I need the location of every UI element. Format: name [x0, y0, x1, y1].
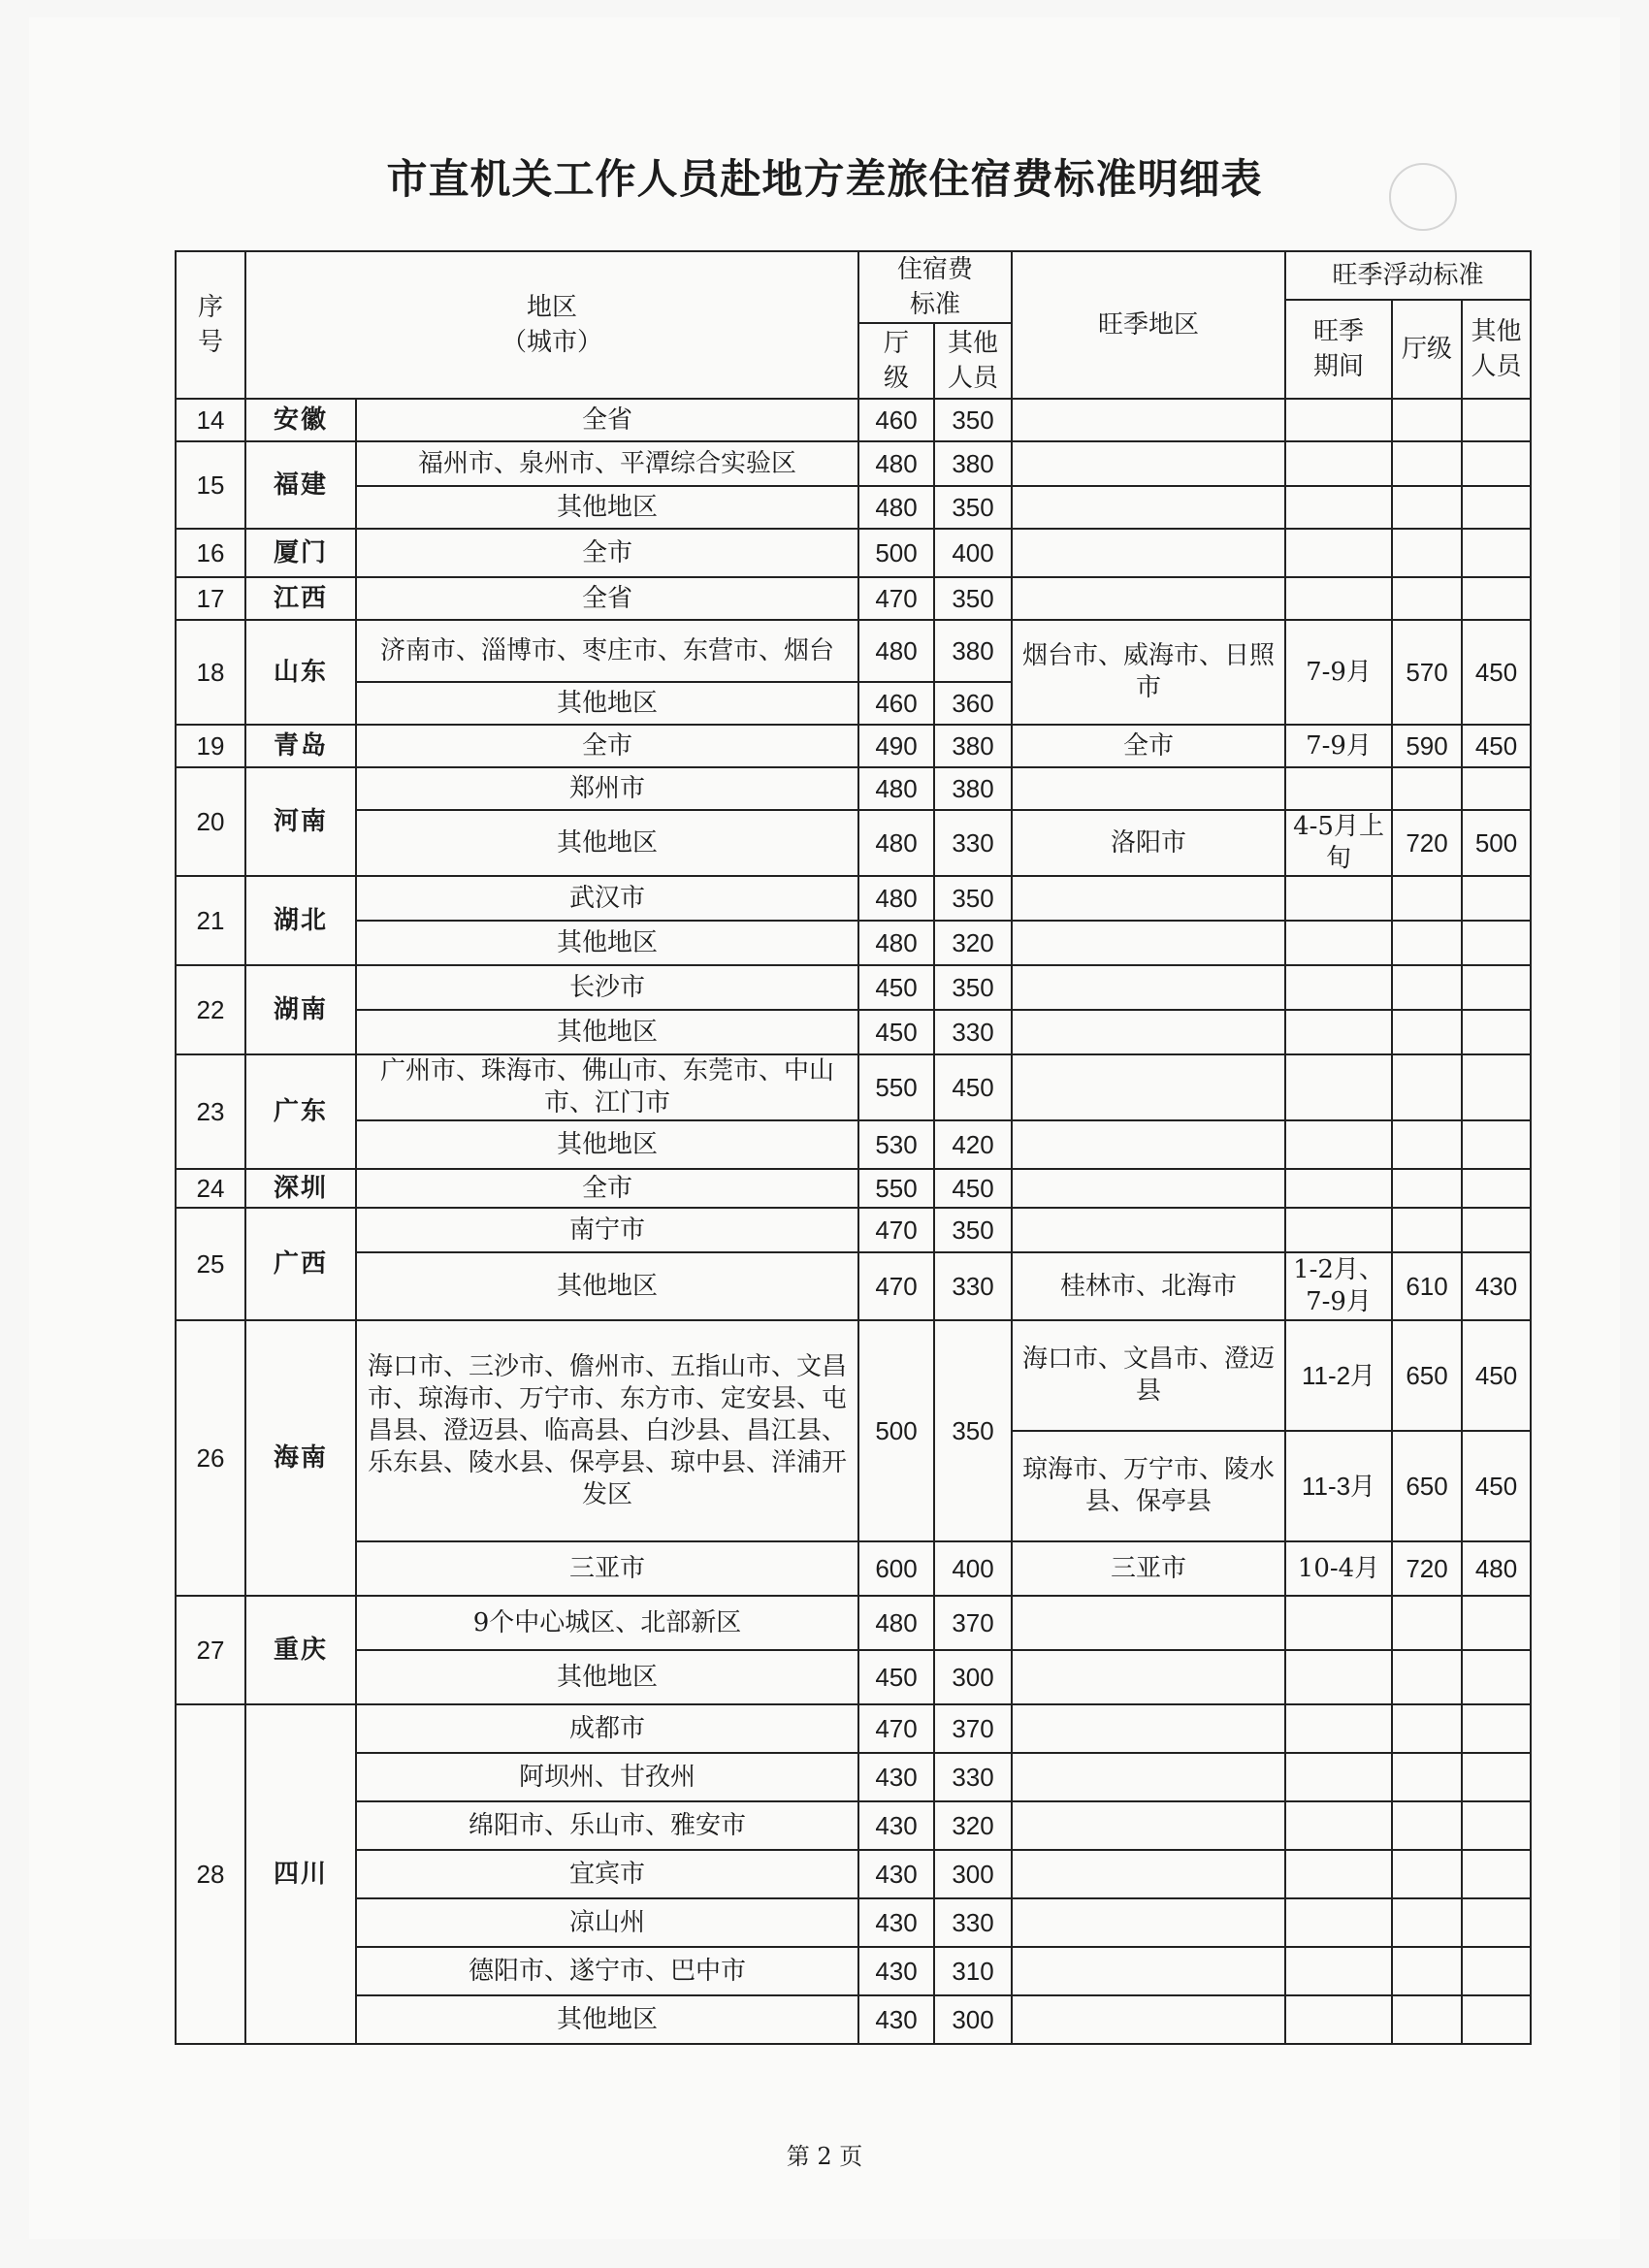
peak-period-cell: 1-2月、7-9月: [1285, 1252, 1392, 1320]
peak-other-cell: [1462, 921, 1531, 965]
region-cell: 德阳市、遂宁市、巴中市: [356, 1947, 858, 1995]
peak-period-cell: [1285, 921, 1392, 965]
other-rate-cell: 330: [934, 1898, 1012, 1947]
peak-period-cell: [1285, 441, 1392, 486]
peak-period-cell: [1285, 399, 1392, 441]
region-cell: 全市: [356, 725, 858, 767]
peak-other-cell: [1462, 1120, 1531, 1169]
peak-region-cell: 全市: [1012, 725, 1285, 767]
peak-hall-cell: [1392, 399, 1462, 441]
seq-cell: 17: [176, 577, 245, 620]
region-cell: 其他地区: [356, 1252, 858, 1320]
peak-hall-cell: [1392, 767, 1462, 810]
province-cell: 深圳: [245, 1169, 356, 1208]
peak-region-cell: [1012, 965, 1285, 1010]
hall-rate-cell: 430: [858, 1753, 934, 1801]
hall-rate-cell: 500: [858, 529, 934, 577]
region-cell: 其他地区: [356, 810, 858, 876]
peak-hall-entry: 650: [1406, 1471, 1448, 1501]
other-rate-cell: 350: [934, 965, 1012, 1010]
peak-region-cell: [1012, 1753, 1285, 1801]
peak-region-cell: [1012, 1801, 1285, 1850]
peak-period-cell: [1285, 1650, 1392, 1704]
peak-hall-cell: [1392, 529, 1462, 577]
seq-cell: 27: [176, 1596, 245, 1704]
peak-period-cell: [1285, 1208, 1392, 1252]
peak-hall-cell: [1392, 921, 1462, 965]
peak-other-cell: [1462, 876, 1531, 921]
region-cell: 全省: [356, 577, 858, 620]
peak-region-cell: [1012, 1898, 1285, 1947]
province-cell: 湖南: [245, 965, 356, 1054]
peak-period-cell: [1285, 767, 1392, 810]
seq-cell: 19: [176, 725, 245, 767]
peak-other-cell: [1462, 1801, 1531, 1850]
table-row: [176, 1208, 1531, 1252]
peak-other-cell: [1462, 577, 1531, 620]
peak-region-entry: 琼海市、万宁市、陵水县、保亭县: [1022, 1455, 1276, 1516]
peak-other-cell: 480: [1462, 1541, 1531, 1596]
table-row: [176, 1898, 1531, 1947]
peak-period-cell: 4-5月上旬: [1285, 810, 1392, 876]
region-cell: 全市: [356, 529, 858, 577]
peak-period-cell: 10-4月: [1285, 1541, 1392, 1596]
peak-hall-cell: [1392, 1753, 1462, 1801]
province-cell: 广西: [245, 1208, 356, 1320]
hall-rate-cell: 480: [858, 620, 934, 682]
peak-period-cell: [1285, 1596, 1392, 1650]
region-cell: 全市: [356, 1169, 858, 1208]
peak-region-cell: [1012, 1120, 1285, 1169]
table-row: [176, 1541, 1531, 1596]
other-rate-cell: 330: [934, 1753, 1012, 1801]
region-cell: 广州市、珠海市、佛山市、东莞市、中山市、江门市: [356, 1054, 858, 1120]
province-cell: 厦门: [245, 529, 356, 577]
peak-other-cell: [1462, 1947, 1531, 1995]
table-row: [176, 1169, 1531, 1208]
peak-region-cell: 洛阳市: [1012, 810, 1285, 876]
hall-rate-cell: 460: [858, 399, 934, 441]
region-cell: 其他地区: [356, 1120, 858, 1169]
peak-period-cell: [1285, 1947, 1392, 1995]
peak-region-cell: [1012, 577, 1285, 620]
peak-period-cell: [1285, 1704, 1392, 1753]
hall-rate-cell: 480: [858, 810, 934, 876]
peak-hall-cell: 610: [1392, 1252, 1462, 1320]
period-entry: 11-3月: [1301, 1471, 1376, 1501]
peak-other-cell: [1462, 1753, 1531, 1801]
seq-cell: 14: [176, 399, 245, 441]
other-rate-cell: 320: [934, 1801, 1012, 1850]
other-rate-cell: 380: [934, 620, 1012, 682]
peak-hall-cell: [1392, 441, 1462, 486]
table-row: [176, 577, 1531, 620]
peak-period-cell: [1285, 1010, 1392, 1054]
region-cell: 其他地区: [356, 682, 858, 725]
peak-period-cell: 7-9月: [1285, 725, 1392, 767]
hall-rate-cell: 550: [858, 1169, 934, 1208]
province-cell: 河南: [245, 767, 356, 876]
peak-other-entry: 450: [1474, 1471, 1518, 1501]
header-hall: 厅级: [858, 323, 934, 399]
peak-other-cell: [1462, 1010, 1531, 1054]
header-standard: 住宿费标准: [858, 251, 1012, 323]
seq-cell: 28: [176, 1704, 245, 2044]
table-row: [176, 486, 1531, 529]
peak-region-entry: 海口市、文昌市、澄迈县: [1013, 1321, 1284, 1432]
seq-cell: 26: [176, 1320, 245, 1596]
peak-period-cell: [1285, 1801, 1392, 1850]
peak-hall-cell: [1392, 1704, 1462, 1753]
other-rate-cell: 380: [934, 725, 1012, 767]
peak-region-cell: [1012, 1169, 1285, 1208]
table-row: [176, 529, 1531, 577]
peak-region-cell: [1012, 1995, 1285, 2044]
peak-period-cell: [1285, 876, 1392, 921]
province-cell: 江西: [245, 577, 356, 620]
seq-cell: 18: [176, 620, 245, 725]
peak-region-cell: [1012, 1010, 1285, 1054]
hall-rate-cell: 430: [858, 1898, 934, 1947]
peak-other-cell: [1462, 399, 1531, 441]
region-cell: 9个中心城区、北部新区: [356, 1596, 858, 1650]
other-rate-cell: 310: [934, 1947, 1012, 1995]
seq-cell: 15: [176, 441, 245, 529]
peak-other-cell: 450: [1462, 725, 1531, 767]
peak-region-cell: [1012, 1947, 1285, 1995]
table-row: [176, 1010, 1531, 1054]
hall-rate-cell: 530: [858, 1120, 934, 1169]
peak-period-cell: [1285, 1898, 1392, 1947]
seq-cell: 22: [176, 965, 245, 1054]
table-row: [176, 767, 1531, 810]
header-region: 地区 （城市）: [245, 251, 858, 399]
hall-rate-cell: 470: [858, 1704, 934, 1753]
table-row: [176, 1596, 1531, 1650]
peak-other-cell: 450: [1462, 620, 1531, 725]
peak-region-cell: [1012, 767, 1285, 810]
hall-rate-cell: 430: [858, 1947, 934, 1995]
peak-other-cell: [1462, 1898, 1531, 1947]
province-cell: 广东: [245, 1054, 356, 1169]
peak-other-cell: [1462, 486, 1531, 529]
province-cell: 湖北: [245, 876, 356, 965]
province-cell: 重庆: [245, 1596, 356, 1704]
other-rate-cell: 370: [934, 1596, 1012, 1650]
peak-hall-entry: 650: [1393, 1321, 1461, 1432]
peak-other-cell: [1462, 529, 1531, 577]
table-row: [176, 725, 1531, 767]
peak-hall-cell: 720: [1392, 1541, 1462, 1596]
other-rate-cell: 300: [934, 1850, 1012, 1898]
other-rate-cell: 420: [934, 1120, 1012, 1169]
seq-cell: 16: [176, 529, 245, 577]
header-peak-period: 旺季期间: [1285, 300, 1392, 399]
peak-region-cell: [1012, 1650, 1285, 1704]
province-cell: 山东: [245, 620, 356, 725]
seq-cell: 25: [176, 1208, 245, 1320]
hall-rate-cell: 490: [858, 725, 934, 767]
period-cell: [1285, 1320, 1392, 1541]
other-rate-cell: 400: [934, 529, 1012, 577]
region-cell: 南宁市: [356, 1208, 858, 1252]
peak-other-cell: [1462, 1704, 1531, 1753]
peak-period-cell: 7-9月: [1285, 620, 1392, 725]
other-rate-cell: 300: [934, 1995, 1012, 2044]
region-cell: 其他地区: [356, 1650, 858, 1704]
hall-rate-cell: 450: [858, 1650, 934, 1704]
table-row: [176, 810, 1531, 876]
header-peak-other: 其他人员: [1462, 300, 1531, 399]
peak-hall-cell: [1392, 1801, 1462, 1850]
peak-hall-cell: [1392, 1010, 1462, 1054]
peak-other-cell: [1462, 1169, 1531, 1208]
hall-rate-cell: 480: [858, 486, 934, 529]
peak-region-cell: [1012, 1320, 1285, 1541]
region-cell: 宜宾市: [356, 1850, 858, 1898]
region-cell: 绵阳市、乐山市、雅安市: [356, 1801, 858, 1850]
peak-other-cell: [1462, 1995, 1531, 2044]
peak-period-cell: [1285, 1753, 1392, 1801]
peak-region-cell: [1012, 441, 1285, 486]
peak-other-cell: [1462, 965, 1531, 1010]
region-cell: 福州市、泉州市、平潭综合实验区: [356, 441, 858, 486]
other-rate-cell: 380: [934, 441, 1012, 486]
seq-cell: 20: [176, 767, 245, 876]
peak-other-cell: 500: [1462, 810, 1531, 876]
seq-cell: 24: [176, 1169, 245, 1208]
region-cell: 长沙市: [356, 965, 858, 1010]
province-cell: 海南: [245, 1320, 356, 1596]
region-cell: 郑州市: [356, 767, 858, 810]
peak-other-cell: [1462, 1320, 1531, 1541]
peak-other-cell: 430: [1462, 1252, 1531, 1320]
hall-rate-cell: 550: [858, 1054, 934, 1120]
peak-hall-cell: [1392, 965, 1462, 1010]
province-cell: 青岛: [245, 725, 356, 767]
peak-region-cell: [1012, 1054, 1285, 1120]
peak-period-cell: [1285, 1054, 1392, 1120]
other-rate-cell: 350: [934, 1208, 1012, 1252]
seq-cell: 21: [176, 876, 245, 965]
other-rate-cell: 300: [934, 1650, 1012, 1704]
region-cell: 其他地区: [356, 1010, 858, 1054]
peak-region-cell: 三亚市: [1012, 1541, 1285, 1596]
peak-region-cell: [1012, 1208, 1285, 1252]
other-rate-cell: 350: [934, 399, 1012, 441]
header-seq: 序号: [176, 251, 245, 399]
table-row: [176, 1650, 1531, 1704]
peak-hall-cell: [1392, 1320, 1462, 1541]
region-cell: 三亚市: [356, 1541, 858, 1596]
table-row: [176, 441, 1531, 486]
peak-hall-cell: 590: [1392, 725, 1462, 767]
region-cell: 其他地区: [356, 921, 858, 965]
other-rate-cell: 370: [934, 1704, 1012, 1753]
peak-other-cell: [1462, 1054, 1531, 1120]
peak-hall-cell: [1392, 486, 1462, 529]
table-row: [176, 1947, 1531, 1995]
hall-rate-cell: 500: [858, 1320, 934, 1541]
peak-other-cell: [1462, 1850, 1531, 1898]
other-rate-cell: 400: [934, 1541, 1012, 1596]
table-row: [176, 1801, 1531, 1850]
peak-hall-cell: [1392, 1995, 1462, 2044]
peak-period-cell: [1285, 577, 1392, 620]
hall-rate-cell: 430: [858, 1801, 934, 1850]
peak-hall-cell: [1392, 1169, 1462, 1208]
table-row: [176, 1704, 1531, 1753]
hall-rate-cell: 480: [858, 767, 934, 810]
peak-region-cell: [1012, 1704, 1285, 1753]
hall-rate-cell: 450: [858, 965, 934, 1010]
hall-rate-cell: 470: [858, 577, 934, 620]
table-row: [176, 921, 1531, 965]
other-rate-cell: 330: [934, 810, 1012, 876]
other-rate-cell: 320: [934, 921, 1012, 965]
peak-region-cell: [1012, 921, 1285, 965]
hall-rate-cell: 470: [858, 1252, 934, 1320]
peak-hall-cell: [1392, 1596, 1462, 1650]
table-row: [176, 1753, 1531, 1801]
peak-period-cell: [1285, 1169, 1392, 1208]
region-cell: 武汉市: [356, 876, 858, 921]
region-cell: 全省: [356, 399, 858, 441]
table-row: [176, 1120, 1531, 1169]
other-rate-cell: 380: [934, 767, 1012, 810]
table-row: [176, 1850, 1531, 1898]
other-rate-cell: 330: [934, 1010, 1012, 1054]
table-row: [176, 965, 1531, 1010]
table-body: [176, 399, 1531, 2044]
peak-hall-cell: [1392, 1054, 1462, 1120]
peak-hall-cell: [1392, 1650, 1462, 1704]
hall-rate-cell: 450: [858, 1010, 934, 1054]
peak-region-cell: [1012, 1596, 1285, 1650]
province-cell: 福建: [245, 441, 356, 529]
hall-rate-cell: 480: [858, 441, 934, 486]
peak-other-cell: [1462, 441, 1531, 486]
other-rate-cell: 450: [934, 1054, 1012, 1120]
other-rate-cell: 350: [934, 1320, 1012, 1541]
header-peak-region: 旺季地区: [1012, 251, 1285, 399]
hall-rate-cell: 600: [858, 1541, 934, 1596]
peak-period-cell: [1285, 486, 1392, 529]
region-cell: 凉山州: [356, 1898, 858, 1947]
region-cell: 成都市: [356, 1704, 858, 1753]
header-peak-hall: 厅级: [1392, 300, 1462, 399]
other-rate-cell: 350: [934, 486, 1012, 529]
page-number: 第 2 页: [786, 2143, 863, 2170]
province-cell: 安徽: [245, 399, 356, 441]
peak-region-cell: 桂林市、北海市: [1012, 1252, 1285, 1320]
region-cell: 济南市、淄博市、枣庄市、东营市、烟台: [356, 620, 858, 682]
peak-period-cell: [1285, 1995, 1392, 2044]
hall-rate-cell: 480: [858, 876, 934, 921]
peak-hall-cell: [1392, 876, 1462, 921]
peak-hall-cell: [1392, 1947, 1462, 1995]
peak-hall-cell: [1392, 1898, 1462, 1947]
peak-region-cell: [1012, 1850, 1285, 1898]
other-rate-cell: 350: [934, 876, 1012, 921]
hall-rate-cell: 430: [858, 1995, 934, 2044]
hall-rate-cell: 460: [858, 682, 934, 725]
peak-other-cell: [1462, 1650, 1531, 1704]
table-row: [176, 1252, 1531, 1320]
peak-region-cell: [1012, 876, 1285, 921]
peak-hall-cell: [1392, 577, 1462, 620]
header-peak-float: 旺季浮动标准: [1285, 251, 1531, 300]
peak-other-entry: 450: [1463, 1321, 1530, 1432]
hall-rate-cell: 480: [858, 921, 934, 965]
peak-region-cell: 烟台市、威海市、日照市: [1012, 620, 1285, 725]
page-title: 市直机关工作人员赴地方差旅住宿费标准明细表: [386, 155, 1263, 203]
peak-hall-cell: [1392, 1120, 1462, 1169]
peak-other-cell: [1462, 767, 1531, 810]
region-cell: 阿坝州、甘孜州: [356, 1753, 858, 1801]
hall-rate-cell: 430: [858, 1850, 934, 1898]
peak-period-cell: [1285, 529, 1392, 577]
peak-hall-cell: 720: [1392, 810, 1462, 876]
peak-period-cell: [1285, 965, 1392, 1010]
peak-period-cell: [1285, 1850, 1392, 1898]
table-row: [176, 1995, 1531, 2044]
header-other: 其他人员: [934, 323, 1012, 399]
other-rate-cell: 450: [934, 1169, 1012, 1208]
peak-period-cell: [1285, 1120, 1392, 1169]
peak-region-cell: [1012, 529, 1285, 577]
other-rate-cell: 330: [934, 1252, 1012, 1320]
lodging-standard-table: [175, 250, 1532, 2045]
peak-other-cell: [1462, 1208, 1531, 1252]
peak-region-cell: [1012, 486, 1285, 529]
table-row: [176, 620, 1531, 682]
other-rate-cell: 350: [934, 577, 1012, 620]
table-row: [176, 876, 1531, 921]
hall-rate-cell: 480: [858, 1596, 934, 1650]
table-row: [176, 1054, 1531, 1120]
region-cell: 海口市、三沙市、儋州市、五指山市、文昌市、琼海市、万宁市、东方市、定安县、屯昌县、澄迈县、临高县、白沙县、昌江县、乐东县、陵水县、保亭县、琼中县、洋浦开发区: [356, 1320, 858, 1541]
peak-hall-cell: [1392, 1208, 1462, 1252]
region-cell: 其他地区: [356, 486, 858, 529]
peak-hall-cell: [1392, 1850, 1462, 1898]
peak-region-cell: [1012, 399, 1285, 441]
other-rate-cell: 360: [934, 682, 1012, 725]
peak-other-cell: [1462, 1596, 1531, 1650]
period-entry: 11-2月: [1286, 1321, 1391, 1432]
seq-cell: 23: [176, 1054, 245, 1169]
table-row: [176, 399, 1531, 441]
peak-hall-cell: 570: [1392, 620, 1462, 725]
province-cell: 四川: [245, 1704, 356, 2044]
region-cell: 其他地区: [356, 1995, 858, 2044]
hall-rate-cell: 470: [858, 1208, 934, 1252]
table-row: [176, 1320, 1531, 1541]
